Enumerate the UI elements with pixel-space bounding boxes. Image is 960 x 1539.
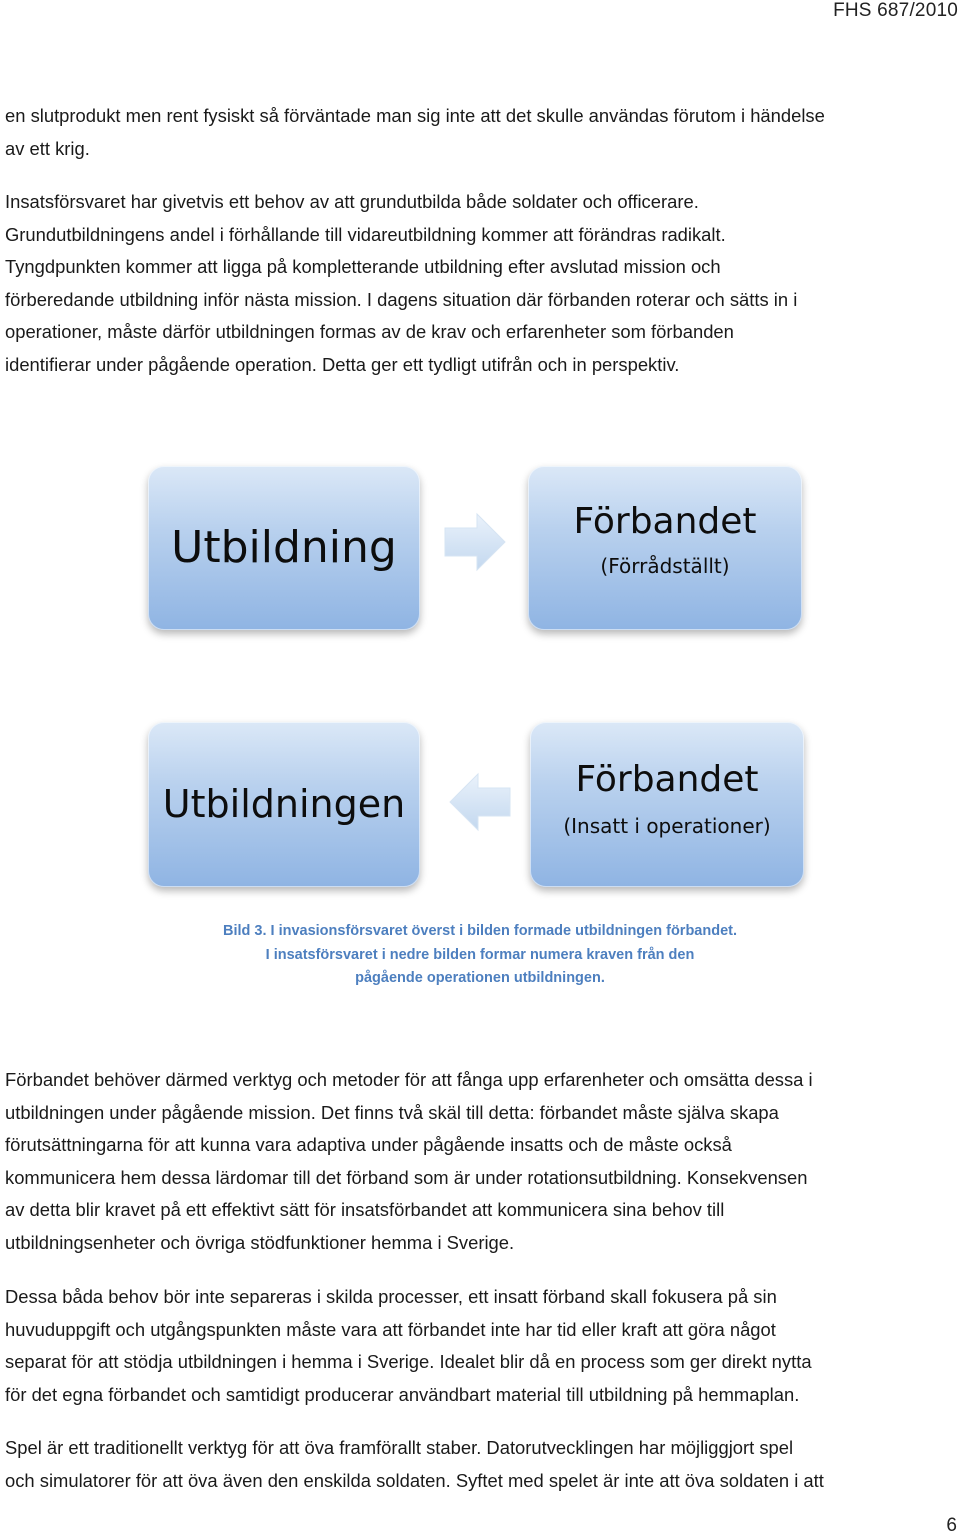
document-code: FHS 687/2010 [833, 0, 958, 21]
box-title: Utbildning [171, 522, 397, 573]
diagram-box-forbandet-forradstallt [528, 466, 802, 630]
text-line: Insatsförsvaret har givetvis ett behov av att grundutbilda både soldater och officerare. [5, 191, 699, 212]
caption-line: pågående operationen utbildningen. [355, 970, 605, 986]
paragraph-5 [5, 1432, 960, 1497]
diagram-box-forbandet-insatt [530, 722, 804, 887]
text-line: av detta blir kravet på ett effektivt sätt för insatsförbandet att kommunicera sina behov till [5, 1199, 725, 1221]
caption-line: Bild 3. I invasionsförsvaret överst i bilden formade utbildningen förbandet. [222, 923, 738, 939]
diagram-box-utbildning [148, 466, 420, 630]
text-line: kommunicera hem dessa lärdomar till det förband som är under rotationsutbildning. Konsekvensen [5, 1166, 808, 1188]
text-line: utbildningsenheter och övriga stödfunktioner hemma i Sverige. [5, 1231, 515, 1253]
figure-caption [0, 920, 960, 991]
text-line: operationer, måste därför utbildningen formas av de krav och erfarenheter som förbanden [5, 321, 734, 343]
text-line: av ett krig. [5, 137, 90, 159]
paragraph-3 [5, 1064, 960, 1260]
text-line: Spel är ett traditionellt verktyg för att öva framförallt staber. Datorutvecklingen har möjliggjort spel [5, 1437, 794, 1458]
text-line: förberedande utbildning inför nästa mission. I dagens situation där förbanden roterar och sätts in i [5, 288, 798, 310]
text-line: Förbandet behöver därmed verktyg och metoder för att fånga upp erfarenheter och omsätta dessa i [5, 1069, 813, 1090]
box-title: Utbildningen [162, 782, 406, 826]
text-line: Tyngdpunkten kommer att ligga på kompletterande utbildning efter avslutad mission och [5, 256, 721, 278]
caption-line: I insatsförsvaret i nedre bilden formar numera kraven från den [265, 946, 695, 963]
box-title: Förbandet [575, 759, 759, 800]
arrow-left-icon [448, 772, 512, 832]
diagram-box-utbildningen [148, 722, 420, 887]
text-line: Grundutbildningens andel i förhållande till vidareutbildning kommer att förändras radikalt. [5, 223, 726, 245]
page-number: 6 [946, 1515, 957, 1536]
paragraph-2 [5, 186, 960, 382]
text-line: en slutprodukt men rent fysiskt så förväntade man sig inte att det skulle användas förutom i händelse [5, 105, 825, 126]
text-line: huvuduppgift och utgångspunkten måste vara att förbandet inte har tid eller kraft att göra något [5, 1318, 776, 1340]
text-line: identifierar under pågående operation. Detta ger ett tydligt utifrån och in perspektiv. [5, 353, 680, 375]
text-line: förutsättningarna för att kunna vara adaptiva under pågående insatts och de måste också [5, 1134, 732, 1156]
paragraph-1 [5, 100, 960, 165]
box-subtitle: (Förrådställt) [600, 554, 730, 578]
text-line: utbildningen under pågående mission. Det finns två skäl till detta: förbandet måste själva skapa [5, 1101, 779, 1123]
arrow-right-icon [443, 512, 507, 572]
text-line: separat för att stödja utbildningen i hemma i Sverige. Idealet blir då en process som ger direkt nytta [5, 1351, 812, 1373]
box-subtitle: (Insatt i operationer) [563, 814, 771, 838]
box-title: Förbandet [573, 501, 757, 542]
text-line: Dessa båda behov bör inte separeras i skilda processer, ett insatt förband skall fokusera på sin [5, 1286, 777, 1307]
text-line: för det egna förbandet och samtidigt producerar användbart material till utbildning på hemmaplan. [5, 1383, 800, 1405]
paragraph-4 [5, 1281, 960, 1411]
text-line: och simulatorer för att öva även den enskilda soldaten. Syftet med spelet är inte att öva soldaten i att [5, 1469, 824, 1491]
